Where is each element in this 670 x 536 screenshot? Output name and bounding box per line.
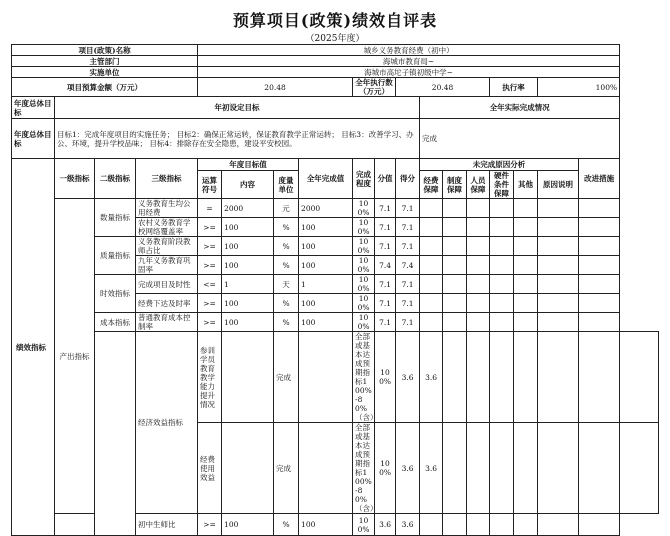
reason-header: 未完成原因分析 [420, 159, 579, 171]
document-year: （2025年度） [305, 34, 365, 44]
empty-cell [490, 313, 514, 332]
empty-cell [579, 256, 620, 275]
empty-cell [443, 199, 467, 218]
indicator-content: 100 [222, 256, 274, 275]
unit-label: 实施单位 [12, 67, 198, 78]
lvl2-header: 二级指标 [95, 159, 136, 199]
empty-cell [514, 423, 538, 514]
empty-cell [514, 256, 538, 275]
empty-cell [420, 237, 443, 256]
indicator-value: 100 [299, 294, 353, 313]
row-dept [12, 56, 659, 67]
indicator-op: = [198, 199, 222, 218]
indicator-degree: 100% [375, 332, 396, 423]
reason-r1: 经费保障 [420, 171, 443, 199]
reason-r6: 原因说明 [538, 171, 579, 199]
indicator-degree: 100% [353, 237, 375, 256]
indicator-name: 经费使用效益 [198, 423, 222, 514]
table-row [12, 332, 659, 423]
got-header: 得分 [396, 159, 420, 199]
empty-cell [490, 275, 514, 294]
indicator-content: 100 [222, 218, 274, 237]
executed-value: 20.48 [396, 78, 490, 97]
indicator-content: 完成 [274, 332, 299, 423]
indicator-unit: % [274, 294, 299, 313]
empty-cell [490, 514, 514, 536]
empty-cell [467, 423, 490, 514]
empty-cell [579, 275, 620, 294]
content-header: 内容 [222, 171, 274, 199]
indicator-unit: 天 [274, 275, 299, 294]
empty-cell [490, 256, 514, 275]
indicator-got: 7.1 [396, 294, 420, 313]
empty-cell [420, 514, 443, 536]
row-header-1 [12, 159, 659, 171]
improve-header: 改进措施 [579, 159, 620, 199]
indicator-score: 7.1 [375, 313, 396, 332]
empty-cell [579, 294, 620, 313]
row-goal-content [12, 119, 659, 159]
full-value-header: 全年完成值 [299, 159, 353, 199]
indicator-got: 7.4 [396, 256, 420, 275]
group-output: 产出指标 [55, 199, 95, 514]
empty-cell [490, 423, 514, 514]
document-title: 预算项目(政策)绩效自评表 [232, 11, 438, 30]
unit-header: 度量单位 [274, 171, 299, 199]
empty-cell [443, 237, 467, 256]
indicator-score: 7.1 [375, 237, 396, 256]
empty-cell [538, 199, 579, 218]
empty-cell [579, 332, 620, 423]
indicator-op: >= [198, 514, 222, 536]
empty-cell [490, 199, 514, 218]
indicator-name: 义务教育阶段教师占比 [136, 237, 198, 256]
indicator-value: 100 [299, 237, 353, 256]
lvl3-header: 三级指标 [136, 159, 198, 199]
indicator-got: 3.6 [420, 332, 443, 423]
empty-cell [420, 256, 443, 275]
goal-actual: 完成 [420, 119, 620, 159]
dept-value: 海城市教育局~ [198, 56, 620, 67]
indicator-score: 7.1 [375, 294, 396, 313]
score-header: 分值 [375, 159, 396, 199]
empty-cell [443, 332, 467, 423]
budget-label: 项目预算金额（万元） [12, 78, 198, 97]
lvl1-header: 一级指标 [55, 159, 95, 199]
empty-cell [443, 514, 467, 536]
indicator-unit: % [274, 237, 299, 256]
indicator-score: 3.6 [375, 514, 396, 536]
indicator-degree: 100% [353, 294, 375, 313]
group-cost: 成本指标 [95, 313, 136, 332]
project-name-label: 项目(政策)名称 [12, 45, 198, 56]
indicator-unit: 元 [274, 199, 299, 218]
empty-cell [420, 313, 443, 332]
indicator-degree: 100% [375, 423, 396, 514]
empty-cell [420, 294, 443, 313]
row-budget [12, 78, 659, 97]
indicator-unit: % [274, 313, 299, 332]
indicator-value: 100 [299, 313, 353, 332]
indicator-value: 1 [299, 275, 353, 294]
empty-cell [443, 423, 467, 514]
empty-cell [467, 313, 490, 332]
indicator-name: 九年义务教育巩固率 [136, 256, 198, 275]
empty-cell [514, 313, 538, 332]
empty-cell [579, 237, 620, 256]
indicator-name: 农村义务教育学校网络覆盖率 [136, 218, 198, 237]
indicator-name: 普通教育成本控制率 [136, 313, 198, 332]
indicator-degree: 100% [353, 514, 375, 536]
indicator-name: 参训学员教育教学能力提升情况 [198, 332, 222, 423]
indicator-name: 义务教育生均公用经费 [136, 199, 198, 218]
group-benefit-level1 [95, 332, 136, 536]
indicator-content: 完成 [274, 423, 299, 514]
empty-cell [467, 332, 490, 423]
reason-r4: 硬件条件保障 [490, 171, 514, 199]
row-project-name [12, 45, 659, 56]
indicator-value: 2000 [299, 199, 353, 218]
indicator-value: 100 [299, 218, 353, 237]
empty-cell [467, 514, 490, 536]
empty-cell [514, 199, 538, 218]
indicator-score: 7.1 [375, 199, 396, 218]
indicator-op: >= [198, 237, 222, 256]
empty-cell [538, 275, 579, 294]
group-benefit: 经济效益指标 [136, 332, 198, 514]
degree-header: 完成程度 [353, 159, 375, 199]
indicator-got: 3.6 [420, 423, 443, 514]
empty-cell [514, 332, 538, 423]
empty-cell [490, 237, 514, 256]
empty-cell [490, 294, 514, 313]
empty-cell [443, 218, 467, 237]
reason-r3: 人员保障 [467, 171, 490, 199]
indicator-content: 100 [222, 514, 274, 536]
group-quality: 质量指标 [95, 237, 136, 275]
indicator-got: 3.6 [396, 514, 420, 536]
empty-cell [514, 237, 538, 256]
indicator-name: 经费下达及时率 [136, 294, 198, 313]
indicator-score: 7.4 [375, 256, 396, 275]
empty-cell [467, 237, 490, 256]
indicator-content: 1 [222, 275, 274, 294]
indicator-got: 7.1 [396, 313, 420, 332]
empty-cell [620, 423, 659, 514]
indicator-op: <= [198, 275, 222, 294]
evaluation-table [11, 44, 659, 536]
empty-cell [538, 218, 579, 237]
indicator-content: 100 [222, 237, 274, 256]
indicator-degree: 100% [353, 218, 375, 237]
empty-cell [490, 218, 514, 237]
empty-cell [420, 275, 443, 294]
group-blank [55, 514, 95, 536]
dept-label: 主管部门 [12, 56, 198, 67]
empty-cell [620, 332, 659, 423]
project-name-value: 城乡义务教育经费（初中） [198, 45, 620, 56]
empty-cell [467, 294, 490, 313]
indicator-score: 7.1 [375, 275, 396, 294]
empty-cell [490, 332, 514, 423]
indicator-value: 100 [299, 256, 353, 275]
empty-cell [467, 256, 490, 275]
rate-label: 执行率 [490, 78, 538, 97]
indicator-content: 2000 [222, 199, 274, 218]
indicator-content: 100 [222, 294, 274, 313]
empty-cell [443, 275, 467, 294]
empty-cell [443, 256, 467, 275]
indicator-score: 7.1 [375, 218, 396, 237]
empty-cell [538, 256, 579, 275]
goal-text: 目标1：完成年度项目的实施任务； 目标2：确保正常运转，保证教育教学正常运转； 目标3：改善学习、办公、环境，提升学校品味； 目标4：排除存在安全隐患，建设平安校园。 [55, 119, 420, 159]
indicator-op: >= [198, 218, 222, 237]
budget-value: 20.48 [198, 78, 353, 97]
indicator-degree: 100% [353, 313, 375, 332]
indicator-score: 3.6 [396, 423, 420, 514]
rate-value: 100% [538, 78, 620, 97]
indicator-got: 7.1 [396, 275, 420, 294]
reason-r2: 制度保障 [443, 171, 467, 199]
target-header: 年度目标值 [198, 159, 299, 171]
indicator-score: 3.6 [396, 332, 420, 423]
empty-cell [467, 218, 490, 237]
executed-label: 全年执行数（万元） [353, 78, 396, 97]
indicator-unit: % [274, 514, 299, 536]
empty-cell [514, 218, 538, 237]
empty-cell [579, 218, 620, 237]
indicator-op: >= [198, 313, 222, 332]
indicator-value: 全部或基本达成预期指标100%-80%（含） [353, 423, 375, 514]
empty-cell [538, 332, 579, 423]
empty-cell [538, 514, 579, 536]
row-unit [12, 67, 659, 78]
op-header: 运算符号 [198, 171, 222, 199]
group-timeliness: 时效指标 [95, 275, 136, 313]
indicator-op: >= [198, 294, 222, 313]
indicator-got: 7.1 [396, 237, 420, 256]
empty-cell [579, 313, 620, 332]
indicator-got: 7.1 [396, 218, 420, 237]
empty-cell [443, 294, 467, 313]
indicator-op: >= [198, 256, 222, 275]
empty-cell [514, 514, 538, 536]
empty-cell [467, 275, 490, 294]
indicator-name: 初中生师比 [136, 514, 198, 536]
empty-cell [467, 199, 490, 218]
empty-cell [514, 275, 538, 294]
goal-header-label: 年度总体目标 [12, 97, 55, 119]
indicator-degree: 100% [353, 199, 375, 218]
empty-cell [420, 218, 443, 237]
indicator-content: 100 [222, 313, 274, 332]
indicator-unit [299, 332, 353, 423]
initial-goal-header: 年初设定目标 [55, 97, 420, 119]
indicator-degree: 100% [353, 275, 375, 294]
empty-cell [579, 423, 620, 514]
indicator-unit [299, 423, 353, 514]
group-quantity: 数量指标 [95, 199, 136, 237]
perf-label: 绩效指标 [12, 159, 55, 536]
reason-r5: 其他 [514, 171, 538, 199]
table-row [12, 237, 659, 256]
empty-cell [514, 294, 538, 313]
indicator-unit: % [274, 218, 299, 237]
empty-cell [579, 199, 620, 218]
indicator-degree: 100% [353, 256, 375, 275]
empty-cell [443, 313, 467, 332]
empty-cell [538, 294, 579, 313]
empty-cell [538, 237, 579, 256]
empty-cell [538, 313, 579, 332]
unit-value: 海城市高坨子镇初级中学~ [198, 67, 620, 78]
indicator-got: 7.1 [396, 199, 420, 218]
empty-cell [420, 199, 443, 218]
indicator-op [222, 423, 274, 514]
indicator-value: 100 [299, 514, 353, 536]
indicator-op [222, 332, 274, 423]
indicator-unit: % [274, 256, 299, 275]
empty-cell [579, 514, 620, 536]
indicator-name: 完成项目及时性 [136, 275, 198, 294]
empty-cell [538, 423, 579, 514]
goal-content-label: 年度总体目标 [12, 119, 55, 159]
row-goal-header [12, 97, 659, 119]
actual-goal-header: 全年实际完成情况 [420, 97, 620, 119]
indicator-value: 全部或基本达成预期指标100%-80%（含） [353, 332, 375, 423]
